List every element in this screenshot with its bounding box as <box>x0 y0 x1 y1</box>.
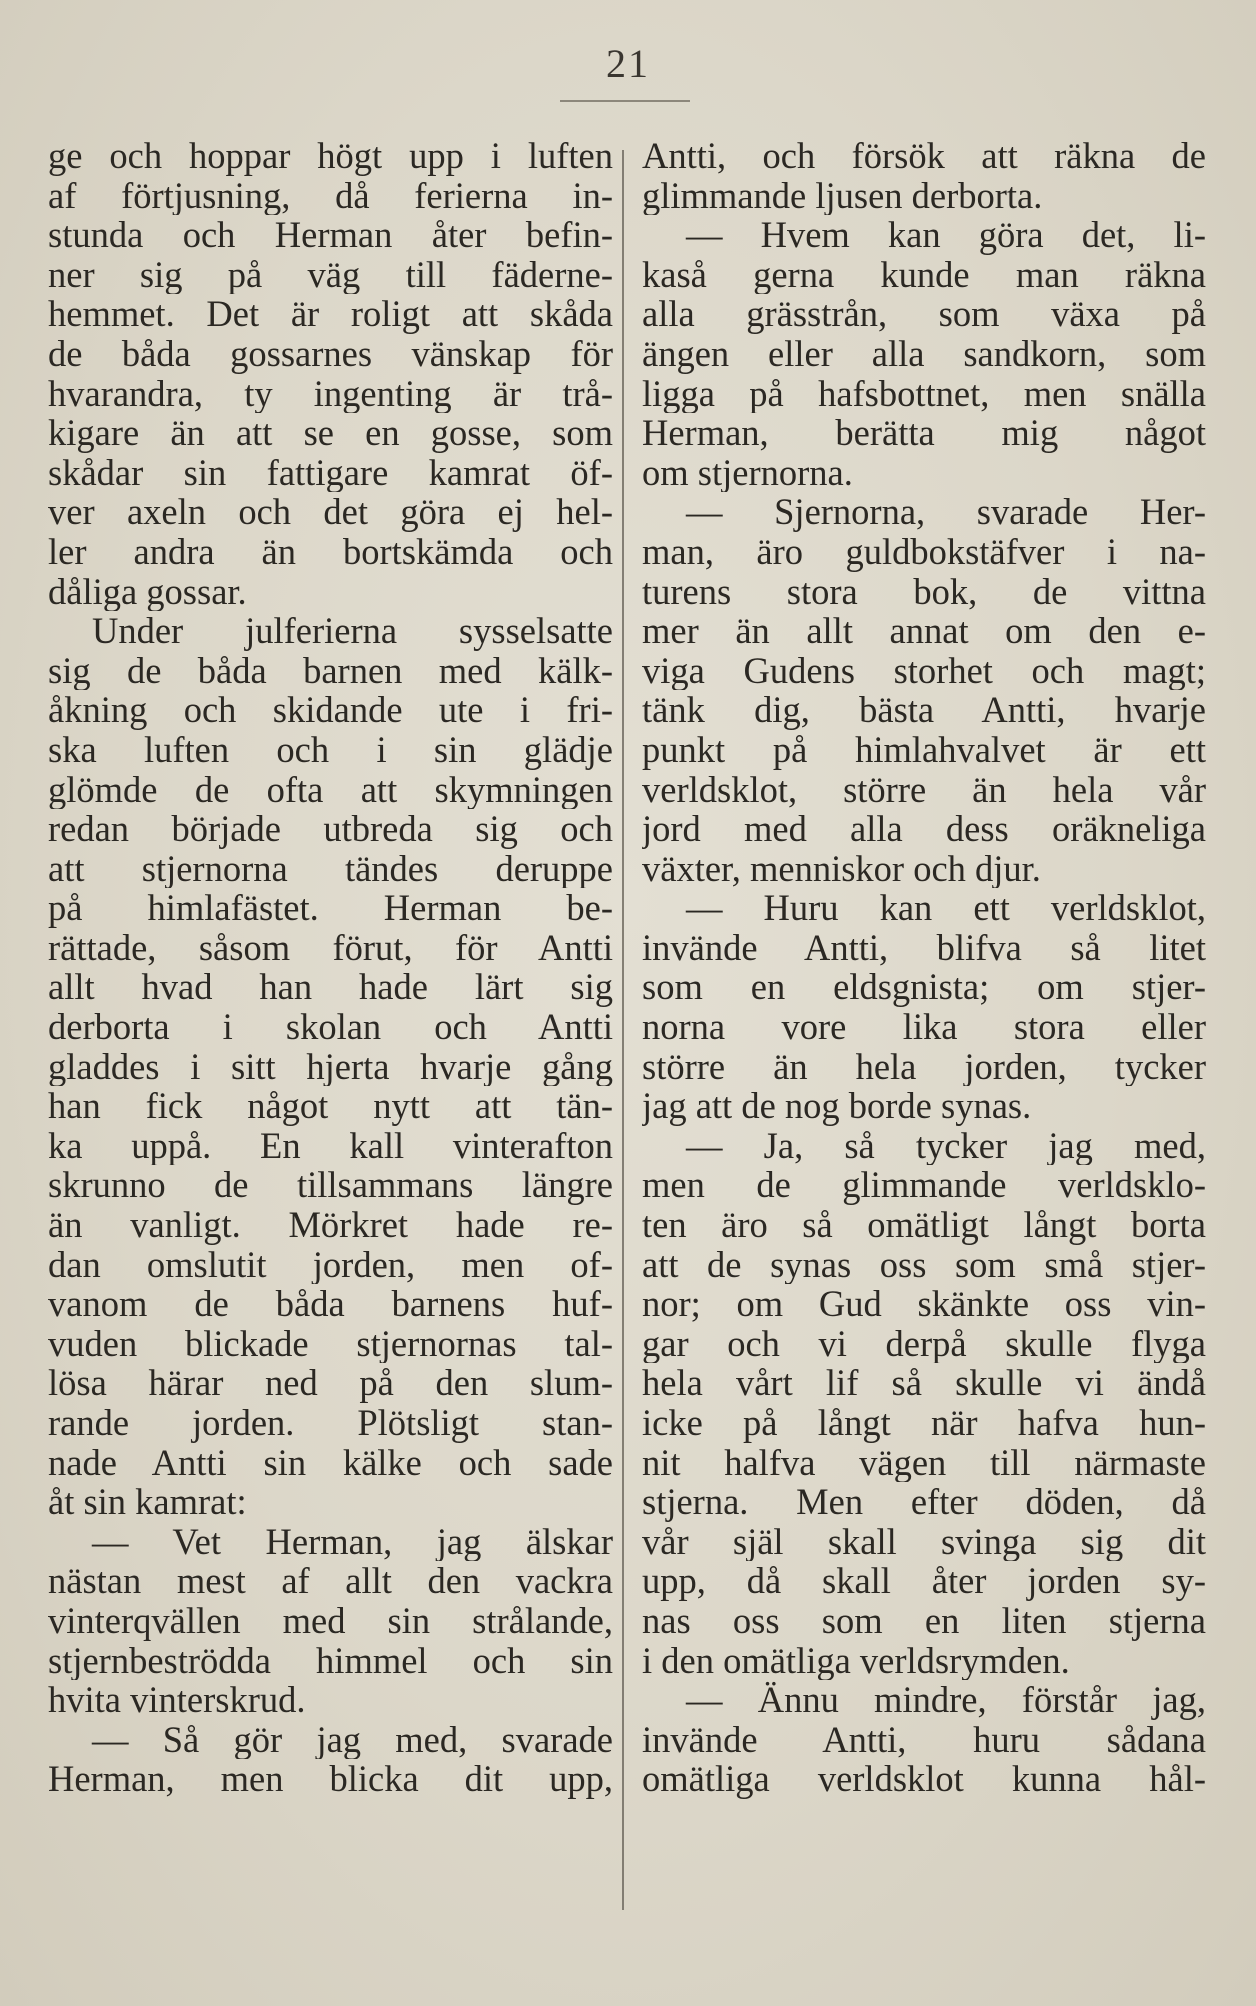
text-line: jord med alla dess oräkneliga <box>642 809 1206 849</box>
text-line: på himlafästet. Herman be- <box>48 888 613 928</box>
text-line: än vanligt. Mörkret hade re- <box>48 1205 613 1245</box>
text-line: rande jorden. Plötsligt stan- <box>48 1403 613 1443</box>
page-number: 21 <box>606 41 650 86</box>
text-line: norna vore lika stora eller <box>642 1007 1206 1047</box>
text-line: vår själ skall svinga sig dit <box>642 1521 1206 1562</box>
text-line: ska luften och i sin glädje <box>48 729 613 770</box>
text-line: att de synas oss som små stjer- <box>642 1244 1206 1285</box>
text-line: vuden blickade stjernornas tal- <box>48 1323 613 1364</box>
text-line: viga Gudens storhet och magt; <box>642 650 1206 691</box>
text-line: som en eldsgnista; om stjer- <box>642 967 1206 1008</box>
text-line: dan omslutit jorden, men of- <box>48 1244 613 1285</box>
text-line: — Sjernorna, svarade Her- <box>686 492 1206 532</box>
column-divider <box>622 150 624 1910</box>
text-line: icke på långt när hafva hun- <box>642 1403 1206 1443</box>
text-line: kigare än att se en gosse, som <box>48 413 613 453</box>
text-line: glömde de ofta att skymningen <box>48 769 613 810</box>
text-line: hemmet. Det är roligt att skåda <box>48 294 613 334</box>
text-line: i den omätliga verldsrymden. <box>642 1640 1070 1681</box>
text-line: jag att de nog borde synas. <box>642 1086 1032 1126</box>
text-line: alla grässtrån, som växa på <box>642 294 1206 334</box>
text-line: — Ännu mindre, förstår jag, <box>686 1680 1206 1720</box>
text-line: växter, menniskor och djur. <box>642 848 1041 889</box>
right-text-column <box>642 136 1206 1799</box>
text-line: af förtjusning, då ferierna in- <box>48 175 613 216</box>
text-line: gladdes i sitt hjerta hvarje gång <box>48 1046 613 1087</box>
text-line: lösa härar ned på den slum- <box>48 1363 613 1403</box>
text-line: upp, då skall åter jorden sy- <box>642 1561 1206 1601</box>
text-line: nit halfva vägen till närmaste <box>642 1442 1206 1483</box>
text-line: allt hvad han hade lärt sig <box>48 967 613 1008</box>
text-line: punkt på himlahvalvet är ett <box>642 729 1206 770</box>
text-line: Herman, men blicka dit upp, <box>48 1759 613 1799</box>
text-line: mer än allt annat om den e- <box>642 611 1206 651</box>
text-line: ver axeln och det göra ej hel- <box>48 492 613 532</box>
text-line: Under julferierna sysselsatte <box>92 611 613 651</box>
text-line: stjernbeströdda himmel och sin <box>48 1640 613 1681</box>
text-line: skådar sin fattigare kamrat öf- <box>48 452 613 493</box>
text-line: kaså gerna kunde man räkna <box>642 254 1206 295</box>
text-line: om stjernorna. <box>642 452 853 493</box>
text-line: hvita vinterskrud. <box>48 1680 306 1720</box>
text-line: Antti, och försök att räkna de <box>642 136 1206 176</box>
text-line: — Huru kan ett verldsklot, <box>686 888 1206 928</box>
text-line: åkning och skidande ute i fri- <box>48 690 613 730</box>
text-line: ligga på hafsbottnet, men snälla <box>642 373 1206 414</box>
text-line: sig de båda barnen med kälk- <box>48 650 613 691</box>
text-line: turens stora bok, de vittna <box>642 571 1206 612</box>
text-line: större än hela jorden, tycker <box>642 1046 1206 1087</box>
text-line: ten äro så omätligt långt borta <box>642 1205 1206 1245</box>
text-line: ler andra än bortskämda och <box>48 531 613 572</box>
text-line: rättade, såsom förut, för Antti <box>48 927 613 968</box>
text-line: nor; om Gud skänkte oss vin- <box>642 1284 1206 1324</box>
text-line: tänk dig, bästa Antti, hvarje <box>642 690 1206 730</box>
text-line: hvarandra, ty ingenting är trå- <box>48 373 613 414</box>
text-line: ka uppå. En kall vinterafton <box>48 1125 613 1166</box>
text-line: dåliga gossar. <box>48 571 247 612</box>
text-line: ge och hoppar högt upp i luften <box>48 136 613 176</box>
text-line: invände Antti, blifva så litet <box>642 927 1206 968</box>
text-line: vinterqvällen med sin strålande, <box>48 1600 613 1641</box>
text-line: ängen eller alla sandkorn, som <box>642 333 1206 374</box>
text-line: han fick något nytt att tän- <box>48 1086 613 1126</box>
text-line: derborta i skolan och Antti <box>48 1007 613 1047</box>
text-line: att stjernorna tändes deruppe <box>48 848 613 889</box>
text-line: hela vårt lif så skulle vi ändå <box>642 1363 1206 1403</box>
text-line: — Så gör jag med, svarade <box>92 1719 613 1760</box>
text-line: omätliga verldsklot kunna hål- <box>642 1759 1206 1799</box>
text-line: — Vet Herman, jag älskar <box>92 1521 613 1562</box>
text-line: ner sig på väg till fäderne- <box>48 254 613 295</box>
text-line: — Hvem kan göra det, li- <box>686 215 1206 255</box>
text-line: stunda och Herman åter befin- <box>48 215 613 255</box>
text-line: nästan mest af allt den vackra <box>48 1561 613 1601</box>
text-line: invände Antti, huru sådana <box>642 1719 1206 1760</box>
text-line: glimmande ljusen derborta. <box>642 175 1043 216</box>
text-line: åt sin kamrat: <box>48 1482 247 1522</box>
text-line: nade Antti sin kälke och sade <box>48 1442 613 1483</box>
text-line: de båda gossarnes vänskap för <box>48 333 613 374</box>
text-line: — Ja, så tycker jag med, <box>686 1125 1206 1166</box>
text-line: men de glimmande verldsklo- <box>642 1165 1206 1206</box>
text-line: nas oss som en liten stjerna <box>642 1600 1206 1641</box>
text-line: Herman, berätta mig något <box>642 413 1206 453</box>
text-line: gar och vi derpå skulle flyga <box>642 1323 1206 1364</box>
text-line: vanom de båda barnens huf- <box>48 1284 613 1324</box>
text-line: redan började utbreda sig och <box>48 809 613 849</box>
text-line: stjerna. Men efter döden, då <box>642 1482 1206 1522</box>
text-line: man, äro guldbokstäfver i na- <box>642 531 1206 572</box>
text-line: verldsklot, större än hela vår <box>642 769 1206 810</box>
header-rule <box>560 100 690 102</box>
left-text-column <box>48 136 613 1799</box>
text-line: skrunno de tillsammans längre <box>48 1165 613 1206</box>
